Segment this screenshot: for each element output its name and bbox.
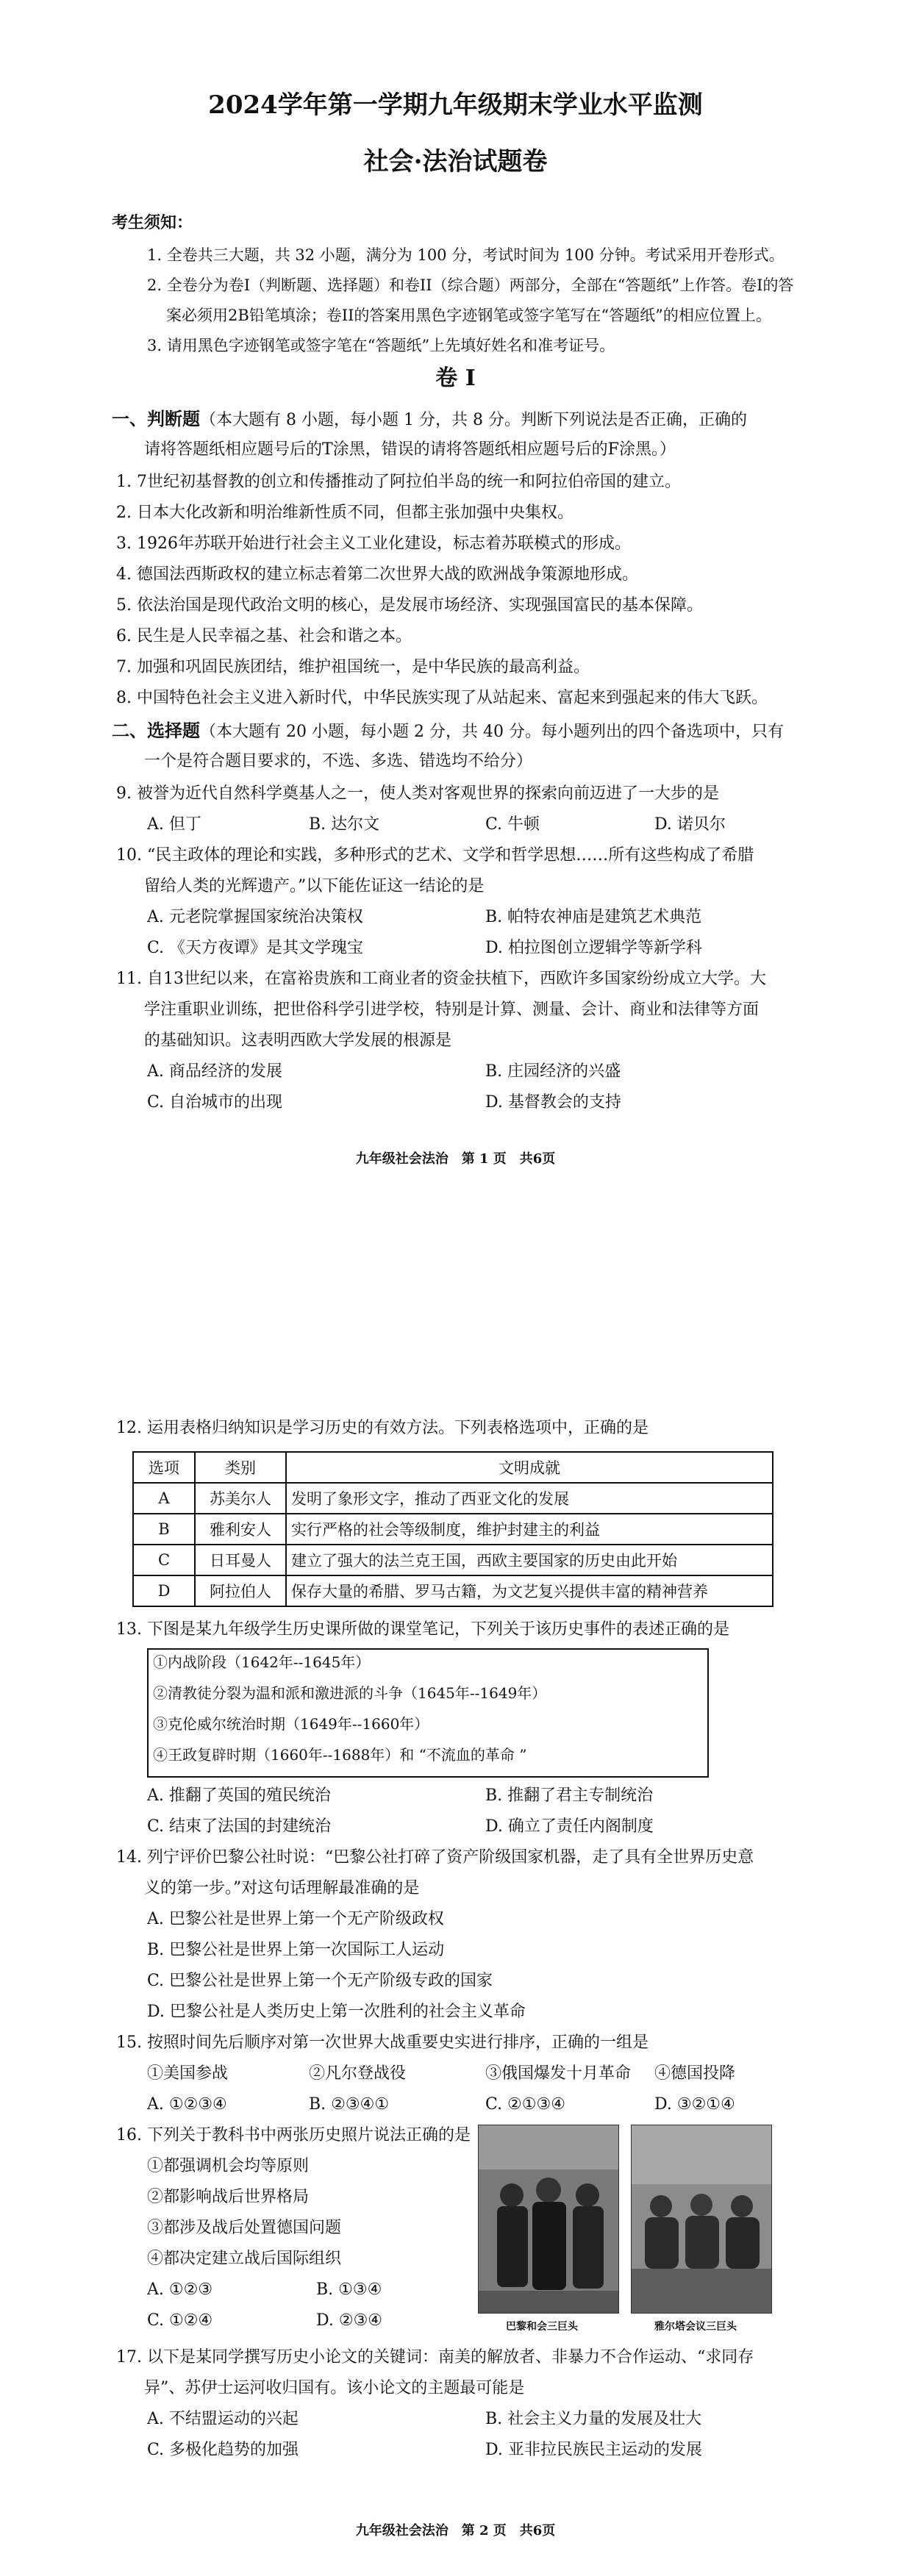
question-17-stem: 17. 以下是某同学撰写历史小论文的关键词：南美的解放者、非暴力不合作运动、“求同存 (116, 2348, 754, 2366)
photo-caption-1: 巴黎和会三巨头 (506, 2321, 578, 2333)
question-14-stem-cont: 义的第一步。”对这句话理解最准确的是 (144, 1879, 420, 1897)
q9-option-d: D. 诺贝尔 (654, 815, 726, 834)
q14-option-b: B. 巴黎公社是世界上第一次国际工人运动 (147, 1941, 445, 1959)
page-2 (0, 1382, 911, 2576)
photo-figures-icon (479, 2125, 618, 2313)
q15-option-c: C. ②①③④ (485, 2095, 565, 2114)
table-header-cell: 类别 (195, 1452, 286, 1483)
q13-option-b: B. 推翻了君主专制统治 (485, 1786, 654, 1805)
question-13-stem: 13. 下图是某九年级学生历史课所做的课堂笔记，下列关于该历史事件的表述正确的是 (116, 1620, 729, 1639)
note-item: ①内战阶段（1642年--1645年） (153, 1653, 371, 1671)
judge-item-6: 6. 民生是人民幸福之基、社会和谐之本。 (116, 627, 412, 645)
question-10-stem: 10. “民主政体的理论和实践，多种形式的艺术、文学和哲学思想……所有这些构成了希腊 (116, 846, 754, 865)
question-11-stem-cont: 学注重职业训练，把世俗科学引进学校，特别是计算、测量、会计、商业和法律等方面 (144, 1001, 760, 1019)
judge-item-8: 8. 中国特色社会主义进入新时代，中华民族实现了从站起来、富起来到强起来的伟大飞跃。 (116, 689, 768, 707)
section-2-intro-a: （本大题有 20 小题，每小题 2 分，共 40 分。每小题列出的四个备选项中，只有 (200, 723, 784, 741)
q16-statement-2: ②都影响战后世界格局 (147, 2188, 310, 2206)
question-17-stem-cont: 异”、苏伊士运河收归国有。该小论文的主题最可能是 (144, 2379, 525, 2397)
q16-option-d: D. ②③④ (316, 2311, 383, 2330)
judge-item-2: 2. 日本大化改新和明治维新性质不同，但都主张加强中央集权。 (116, 504, 574, 522)
yalta-conference-photo (631, 2125, 772, 2314)
table-cell: 发明了象形文字，推动了西亚文化的发展 (286, 1483, 773, 1514)
table-header-cell: 选项 (133, 1452, 195, 1483)
section-2-intro (112, 720, 784, 743)
q11-option-c: C. 自治城市的出现 (147, 1093, 283, 1112)
q17-option-d: D. 亚非拉民族民主运动的发展 (485, 2441, 702, 2459)
notice-heading: 考生须知： (112, 213, 193, 232)
judge-item-5: 5. 依法治国是现代政治文明的核心，是发展市场经济、实现强国富民的基本保障。 (116, 596, 703, 615)
q15-event-4: ④德国投降 (654, 2064, 736, 2083)
q14-option-a: A. 巴黎公社是世界上第一个无产阶级政权 (147, 1910, 444, 1928)
q13-option-a: A. 推翻了英国的殖民统治 (147, 1786, 331, 1805)
q16-option-b: B. ①③④ (316, 2280, 382, 2299)
question-12-stem: 12. 运用表格归纳知识是学习历史的有效方法。下列表格选项中，正确的是 (116, 1419, 649, 1437)
table-row (133, 1514, 773, 1545)
question-10-stem-cont: 留给人类的光辉遗产。”以下能佐证这一结论的是 (144, 877, 485, 895)
table-cell: 雅利安人 (195, 1514, 286, 1545)
q15-option-b: B. ②③④① (309, 2095, 390, 2114)
table-cell: 建立了强大的法兰克王国，西欧主要国家的历史由此开始 (286, 1545, 773, 1575)
q9-option-a: A. 但丁 (147, 815, 201, 834)
question-11-stem: 11. 自13世纪以来，在富裕贵族和工商业者的资金扶植下，西欧许多国家纷纷成立大学。大 (116, 970, 766, 988)
q15-option-a: A. ①②③④ (147, 2095, 227, 2114)
notice-item: 案必须用2B铅笔填涂；卷II的答案用黑色字迹钢笔或签字笔写在“答题纸”的相应位置上。 (166, 307, 771, 324)
table-row (133, 1483, 773, 1514)
section-1-intro (112, 408, 747, 432)
question-11-stem-cont: 的基础知识。这表明西欧大学发展的根源是 (144, 1031, 452, 1050)
judge-item-3: 3. 1926年苏联开始进行社会主义工业化建设，标志着苏联模式的形成。 (116, 534, 631, 553)
q17-option-b: B. 社会主义力量的发展及壮大 (485, 2410, 702, 2428)
notice-item: 3. 请用黑色字迹钢笔或签字笔在“答题纸”上先填好姓名和准考证号。 (147, 337, 615, 354)
q10-option-b: B. 帕特农神庙是建筑艺术典范 (485, 908, 702, 926)
q17-option-a: A. 不结盟运动的兴起 (147, 2410, 299, 2428)
notice-item: 2. 全卷分为卷I（判断题、选择题）和卷II（综合题）两部分，全部在“答题纸”上作答。卷I的答 (147, 276, 794, 294)
volume-heading: 卷 I (435, 365, 476, 391)
judge-item-7: 7. 加强和巩固民族团结，维护祖国统一，是中华民族的最高利益。 (116, 658, 590, 676)
section-2-intro-b: 一个是符合题目要求的，不选、多选、错选均不给分） (144, 752, 533, 770)
judge-item-4: 4. 德国法西斯政权的建立标志着第二次世界大战的欧洲战争策源地形成。 (116, 565, 638, 584)
q16-statement-3: ③都涉及战后处置德国问题 (147, 2219, 342, 2237)
q16-option-c: C. ①②④ (147, 2311, 213, 2330)
question-16-stem: 16. 下列关于教科书中两张历史照片说法正确的是 (116, 2126, 471, 2144)
q14-option-c: C. 巴黎公社是世界上第一个无产阶级专政的国家 (147, 1972, 493, 1990)
section-1-intro-a: （本大题有 8 小题，每小题 1 分，共 8 分。判断下列说法是否正确，正确的 (200, 411, 747, 429)
note-item: ②清教徒分裂为温和派和激进派的斗争（1645年--1649年） (153, 1684, 547, 1702)
table-cell: 实行严格的社会等级制度，维护封建主的利益 (286, 1514, 773, 1545)
q17-option-c: C. 多极化趋势的加强 (147, 2441, 299, 2459)
q9-option-b: B. 达尔文 (309, 815, 380, 834)
table-cell: 保存大量的希腊、罗马古籍，为文艺复兴提供丰富的精神营养 (286, 1575, 773, 1606)
q13-option-d: D. 确立了责任内阁制度 (485, 1817, 654, 1836)
table-row (133, 1545, 773, 1575)
section-2-heading: 二、选择题 (112, 720, 200, 741)
table-header-row (133, 1452, 773, 1483)
q10-option-d: D. 柏拉图创立逻辑学等新学科 (485, 939, 702, 957)
section-1-heading: 一、判断题 (112, 408, 200, 429)
note-item: ④王政复辟时期（1660年--1688年）和 “不流血的革命 ” (153, 1746, 527, 1764)
q11-option-a: A. 商品经济的发展 (147, 1062, 282, 1081)
photo-figures-icon (632, 2125, 771, 2313)
table-cell: 阿拉伯人 (195, 1575, 286, 1606)
page-title: 2024学年第一学期九年级期末学业水平监测 (208, 90, 703, 120)
table-cell: B (133, 1514, 195, 1545)
table-cell: 日耳曼人 (195, 1545, 286, 1575)
table-header-cell: 文明成就 (286, 1452, 773, 1483)
q16-statement-1: ①都强调机会均等原则 (147, 2157, 310, 2175)
q15-event-3: ③俄国爆发十月革命 (485, 2064, 632, 2083)
section-1-intro-b: 请将答题纸相应题号后的T涂黑，错误的请将答题纸相应题号后的F涂黑。） (144, 440, 676, 459)
q14-option-d: D. 巴黎公社是人类历史上第一次胜利的社会主义革命 (147, 2003, 526, 2021)
question-15-stem: 15. 按照时间先后顺序对第一次世界大战重要史实进行排序，正确的一组是 (116, 2033, 649, 2052)
question-14-stem: 14. 列宁评价巴黎公社时说：“巴黎公社打碎了资产阶级国家机器，走了具有全世界历史意 (116, 1848, 754, 1867)
q11-option-d: D. 基督教会的支持 (485, 1093, 621, 1112)
page-footer: 九年级社会法治 第 1 页 共6页 (355, 1151, 556, 1167)
question-9-stem: 9. 被誉为近代自然科学奠基人之一，使人类对客观世界的探索向前迈进了一大步的是 (116, 784, 719, 803)
q15-event-2: ②凡尔登战役 (309, 2064, 407, 2083)
q11-option-b: B. 庄园经济的兴盛 (485, 1062, 621, 1081)
q9-option-c: C. 牛顿 (485, 815, 540, 834)
table-cell: 苏美尔人 (195, 1483, 286, 1514)
notice-item: 1. 全卷共三大题，共 32 小题，满分为 100 分，考试时间为 100 分钟。考试采用开卷形式。 (147, 246, 785, 264)
page-footer: 九年级社会法治 第 2 页 共6页 (355, 2523, 556, 2539)
table-cell: A (133, 1483, 195, 1514)
q10-option-a: A. 元老院掌握国家统治决策权 (147, 908, 363, 926)
table-cell: C (133, 1545, 195, 1575)
q15-option-d: D. ③②①④ (654, 2095, 735, 2114)
table-row (133, 1575, 773, 1606)
note-item: ③克伦威尔统治时期（1649年--1660年） (153, 1715, 429, 1733)
q16-statement-4: ④都决定建立战后国际组织 (147, 2250, 342, 2268)
judge-item-1: 1. 7世纪初基督教的创立和传播推动了阿拉伯半岛的统一和阿拉伯帝国的建立。 (116, 473, 681, 491)
q10-option-c: C. 《天方夜谭》是其文学瑰宝 (147, 939, 364, 957)
q16-option-a: A. ①②③ (147, 2280, 213, 2299)
photo-caption-2: 雅尔塔会议三巨头 (654, 2321, 737, 2333)
paris-conference-photo (478, 2125, 619, 2314)
page-subtitle: 社会·法治试题卷 (363, 147, 548, 176)
q15-event-1: ①美国参战 (147, 2064, 229, 2083)
q13-option-c: C. 结束了法国的封建统治 (147, 1817, 332, 1836)
table-cell: D (133, 1575, 195, 1606)
page-1 (0, 0, 911, 1264)
civilization-table (132, 1451, 774, 1607)
